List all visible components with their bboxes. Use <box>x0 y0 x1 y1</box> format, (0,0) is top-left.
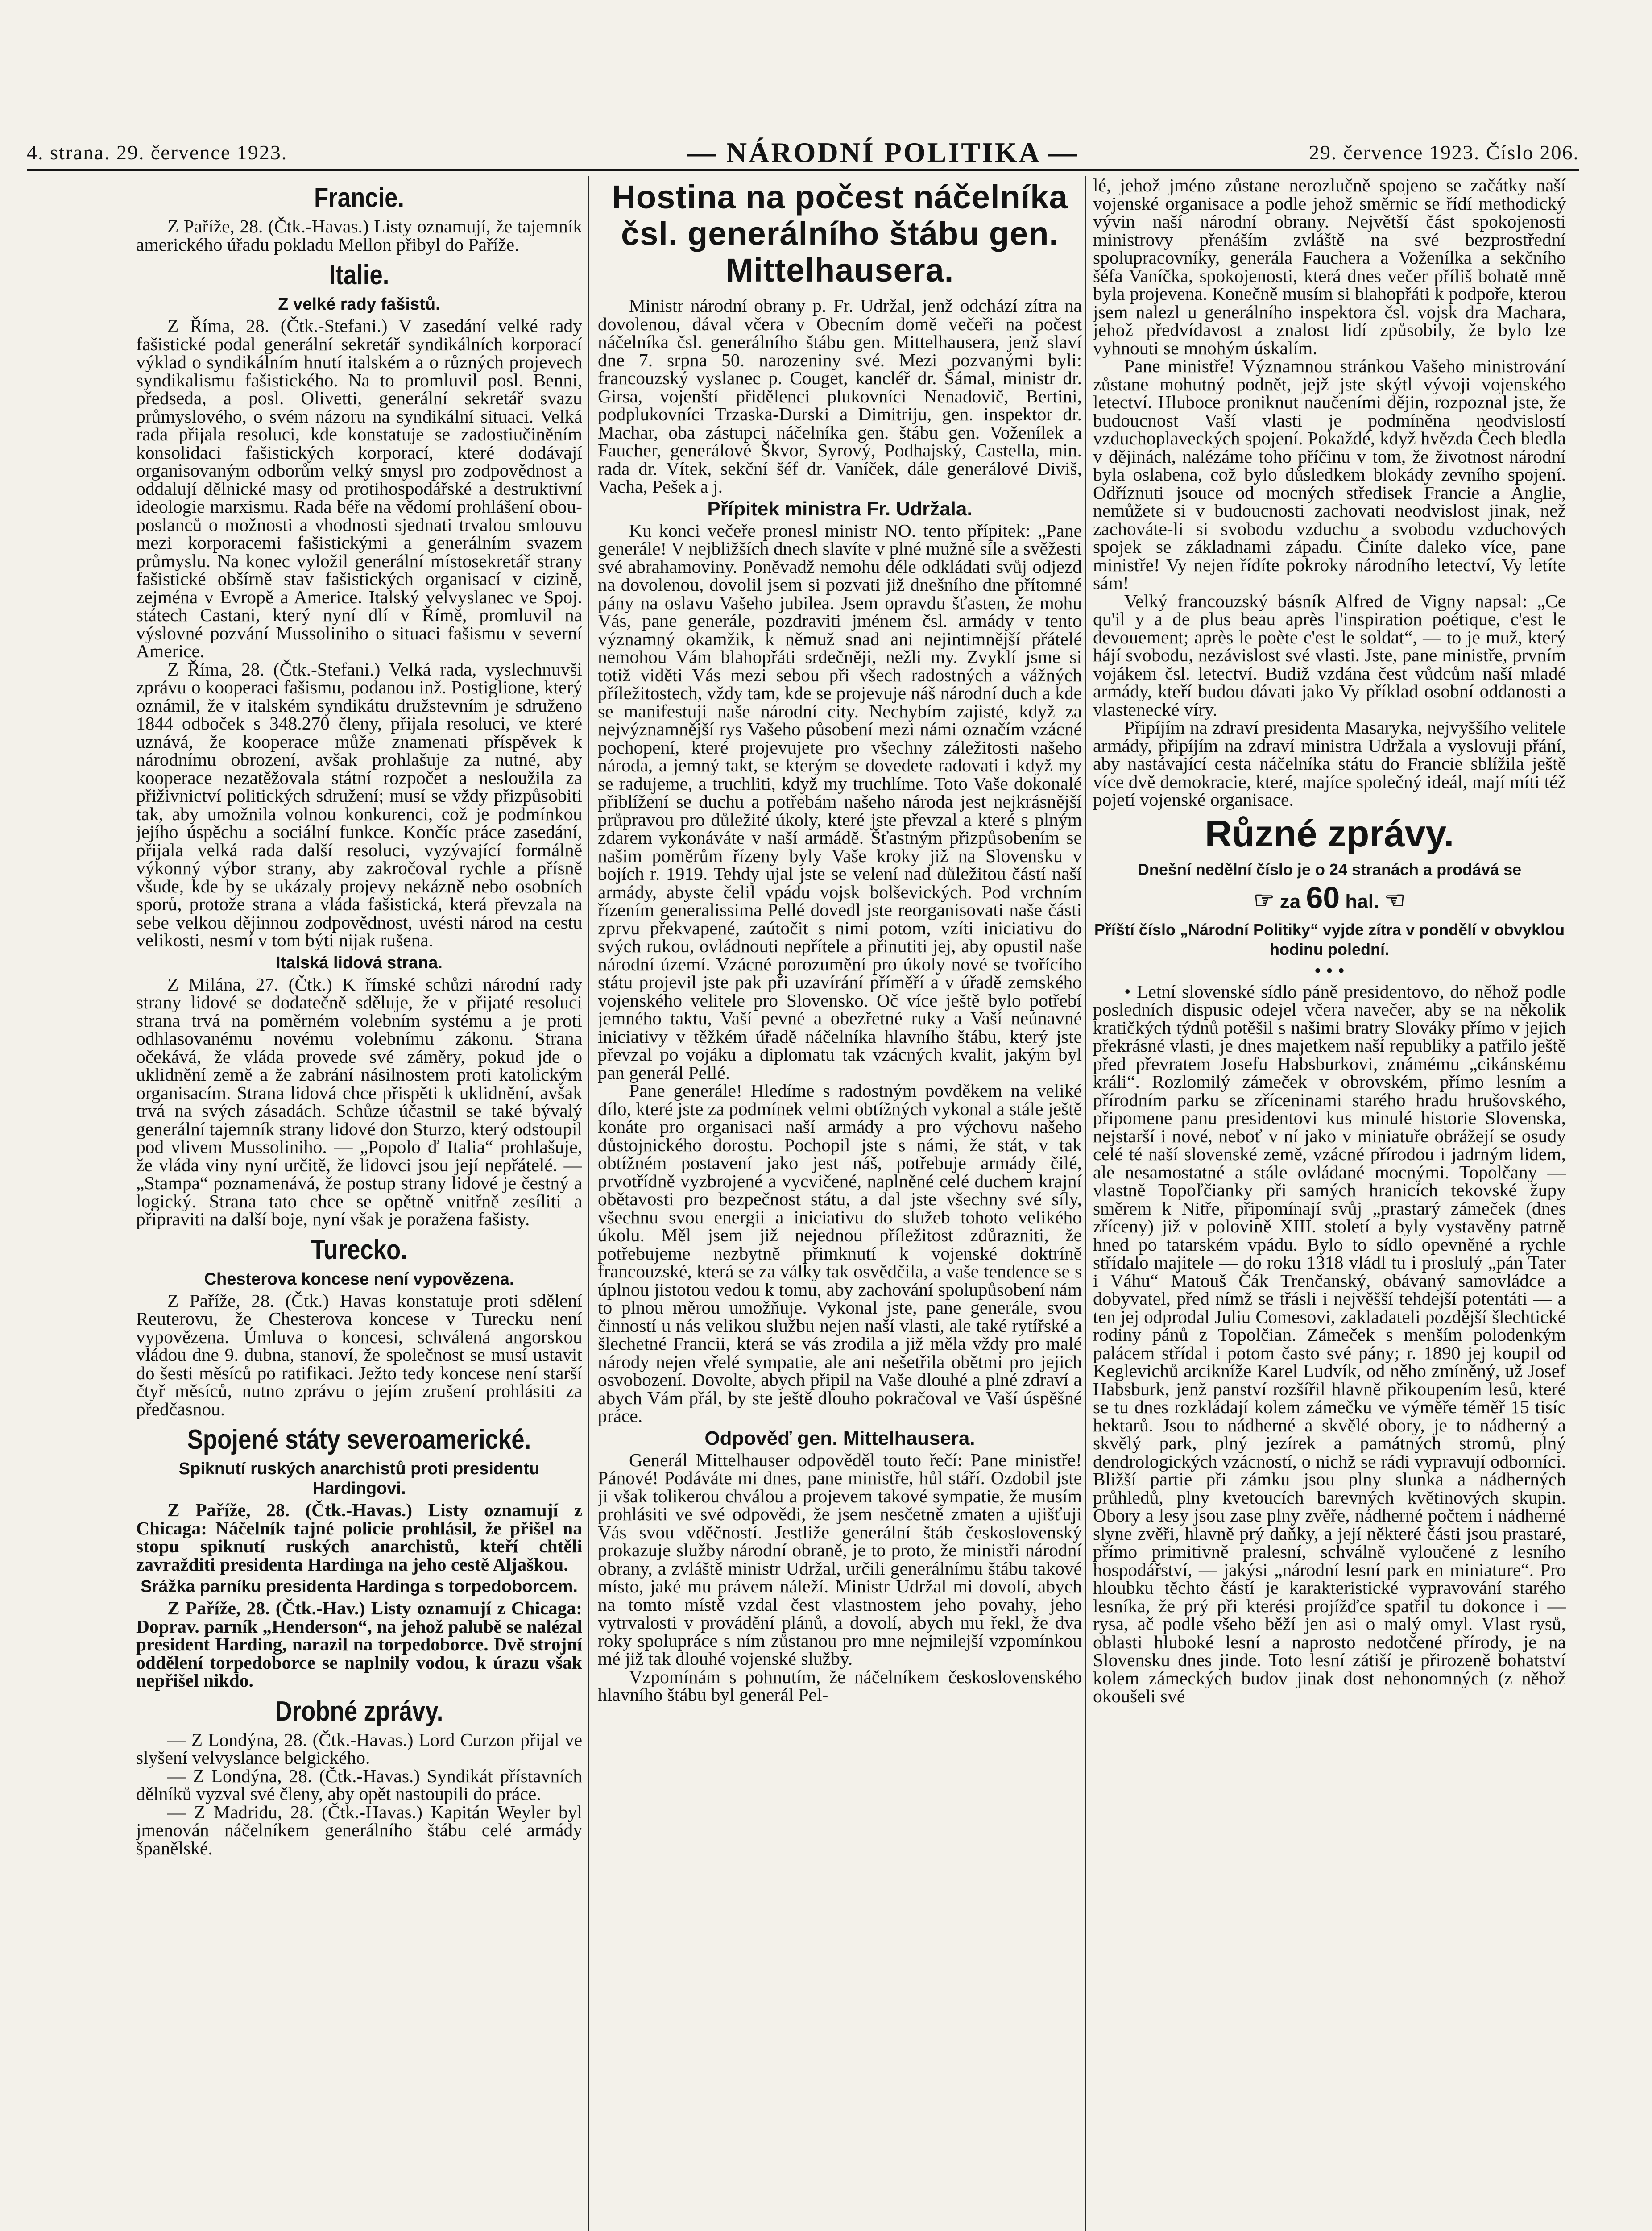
section-heading-usa: Spojené státy severoamerické. <box>187 1424 531 1455</box>
article-paragraph: Z Paříže, 28. (Čtk.-Hav.) Listy oznamují z Chicaga: Doprav. parník „Henderson“, na jehož palubě se nalézal president Harding, narazil na torpedoborce. Dvě strojní oddělení torpedoborce se naplnily vodou, k úrazu však nepřišel nikdo. <box>136 1598 582 1691</box>
separator-dots: • • • <box>1314 959 1345 982</box>
price-prefix: za <box>1279 890 1301 912</box>
article-paragraph: Z Říma, 28. (Čtk.-Stefani.) V zasedání velké rady fašistické podal generální sekretář syndikálních korporací výklad o syndikálním hnutí italském a o různých projevech syndikalismu fašistického. Na to promluvil posl. Benni, předseda, a posl. Olivetti, generální sekretář svazu průmyslového, o svém názoru na syndikální situaci. Velká rada přijala resoluci, kde konstatuje se zadostiučiněním konsolidaci fašistických korporací, které dodávají organisovaným odborům velký smysl pro zodpovědnost a oddalují dělnické masy od protihospodářské a destruktivní ideologie marxismu. Rada béře na vědomí prohlášení obou-poslanců o možnosti a vhodnosti sjednati trvalou smlouvu mezi korporacemi fašistickými a generálním svazem průmyslu. Na konec vyložil generální místosekretář strany fašistické obšírně stav fašistických organisací v cizině, zejména v Evropě a Americe. Italský velvyslanec ve Spoj. státech Castani, který nyní dlí v Římě, promluvil na výslovné pozvání Mussoliniho o situaci fašismu v severní Americe. <box>136 315 582 661</box>
article-paragraph: Velký francouzský básník Alfred de Vigny napsal: „Ce qu'il y a de plus beau après l'inspiration poétique, c'est le devouement; après le poète c'est le soldat“, — to je muž, který hájí svobodu, nezávislost své vlasti. Jste, pane ministře, prvním vojákem čsl. letectví. Budiž vzdána čest vůdcům naší mladé armády, kteří budou dávati jako Vy příklad osobní oddanosti a vlastenecké víry. <box>1093 590 1566 720</box>
subheading: Přípitek ministra Fr. Udržala. <box>707 498 973 520</box>
header-rule <box>27 169 1579 171</box>
column-divider <box>588 176 589 2231</box>
section-heading-misc-news: Různé zprávy. <box>1205 812 1454 854</box>
article-paragraph: Pane generále! Hledíme s radostným povděkem na veliké dílo, které jste za podmínek velmi obtížných vykonal a stále ještě konáte pro organisaci naší armády a pro výchovu našeho důstojnického dorostu. Pochopil jste s námi, že stát, v tak obtížném postavení jako jest náš, potřebuje armády čilé, prvotřídně vyzbrojené a vycvičené, naplněné celé duchem krajní obětavosti pro bezpečnost státu, a dal jste všechny své síly, všechnu svou energii a iniciativu do služeb tohoto velikého úkolu. Měl jsem již nejednou příležitost zdůrazniti, že potřebujeme nezbytně přimknutí k vojenské doktríně francouzské, která se za války tak osvědčila, a vaše tendence se s úplnou jistotou vedou k tomu, aby zachování spolupůsobení nám to plnou měrou umožňuje. Vykonal jste, pane generále, svou činností u nás velikou službu nejen naší vlasti, ale také rytířské a šlechetné Francii, která se vás zrodila a již měla vždy pro malé národy nejen vřelé sympatie, ale ani nešetřila obětmi pro jejich osvobození. Dovolte, abych připil na Vaše dlouhé a plné zdraví a abych Vám přál, by ste ještě dlouho pokračoval ve Vaší úspěšné práce. <box>598 1080 1082 1426</box>
pointing-hand-icon: ☞ <box>1253 887 1275 913</box>
article-paragraph: Připíjím na zdraví presidenta Masaryka, nejvyššího velitele armády, připíjím na zdraví ministra Udržala a vyslovuji přání, aby nastávající cesta náčelníka státu do Francie sblížila ještě více dvě demokracie, které, majíce společný ideál, mají míti též pojetí vojenské organisace. <box>1093 717 1566 810</box>
section-heading-france: Francie. <box>314 182 405 213</box>
article-paragraph: lé, jehož jméno zůstane nerozlučně spojeno se začátky naší vojenské organisace a podle jehož směrnic se řídí methodický vývin naší národní obrany. Největší část spokojenosti ministrovy přenáším zvláště na své bezprostřední spolupracovníky, generála Fauchera a Voženílka a sekčního šéfa Vaníčka, spokojenosti, která dnes večer příliš bohatě mně byla projevena. Konečně musím si blahopřáti k podpoře, kterou jsem nalezl u generálního inspektora čsl. vojsk dra Machara, jehož předvídavost a znalost lidí způsobily, že bylo lze vyhnouti se mnohým úskalím. <box>1093 176 1566 358</box>
article-paragraph: Vzpomínám s pohnutím, že náčelníkem československého hlavního štábu byl generál Pel- <box>598 1666 1082 1705</box>
subheading: Odpověď gen. Mittelhausera. <box>704 1427 975 1449</box>
section-heading-italy: Italie. <box>329 260 389 290</box>
article-paragraph: Ministr národní obrany p. Fr. Udržal, jenž odchází zítra na dovolenou, dával včera v Obecním domě večeři na počest náčelníka čsl. generálního štábu gen. Mittelhausera, jenž slaví dne 7. srpna 50. narozeniny své. Mezi pozvanými byli: francouzský vyslanec p. Couget, kancléř dr. Šámal, ministr dr. Girsa, vojenští přidělenci plukovníci Nenadovič, Bertini, podplukovníci Trzaska-Durski a Dimitriju, gen. inspektor dr. Machar, oba zástupci náčelníka gen. štábu gen. Voženílek a Faucher, generálové Škvor, Syrový, Podhajský, Castella, min. rada dr. Vítek, sekční šéf dr. Vaníček, dále generálové Diviš, Vacha, Pešek a j. <box>598 295 1082 497</box>
price-value: 60 <box>1306 880 1340 915</box>
subheading: Italská lidová strana. <box>276 953 443 972</box>
subheading: Spiknutí ruských anarchistů proti presidentu Hardingovi. <box>178 1460 540 1498</box>
header-page-date: 4. strana. 29. července 1923. <box>27 141 288 164</box>
newspaper-title: — NÁRODNÍ POLITIKA — <box>687 137 1079 168</box>
subheading: Z velké rady fašistů. <box>278 295 440 314</box>
pointing-hand-icon: ☜ <box>1384 887 1406 913</box>
subheading: Chesterova koncese není vypovězena. <box>204 1269 514 1289</box>
article-paragraph: • Letní slovenské sídlo páně presidentovo, do něhož podle posledních dispusic odejel včera navečer, aby se na několik kratičkých týdnů potěšil s našimi bratry Slováky přímo v jejich překrásné vlasti, je dnes majetkem naší republiky a patřilo ještě před převratem Josefu Habsburkovi, známému „cikánskému králi“. Rozlomilý zámeček v obrovském, přímo lesním a přírodním parku se zříceninami starého hradu hrušovského, připomene panu presidentovi kus minulé historie Slovenska, nejstarší i nové, neboť v ní jako v miniatuře obrážejí se osudy celé té naší slovenské země, vzácné přírodou i jadrným lidem, ale nesamostatné a stále ovládané mocnými. Topolčany — vlastně Topoľčianky při samých hranicích tekovské župy směrem k Nitře, připomínají svůj „prastarý zámeček (dnes zříceny) již v polovině XIII. století a byly vystavěny patrně hned po tatarském vpádu. Bylo to sídlo opevněné a rychle střídalo majitele — do roku 1318 vládl tu i proslulý „pán Tater i Váhu“ Matouš Čák Trenčanský, obávaný samovládce a dobyvatel, před nímž se třásli i nejvěšší tehdejší potentáti — a ten jej odprodal Juliu Comesovi, zakladateli pozdější šlechtické rodiny pánů z Topolčian. Zámeček s menším polodenkým palácem střídal i potom často své pány; r. 1890 jej koupil od Keglevichů arcikníže Karel Ludvík, od něho zmíněný, už Josef Habsburk, jenž panství rozšířil hlavně přikoupením lesů, které se tu dnes rozkládají kolem zámečku ve výměře téměř 15 tisíc hektarů. Jsou to nádherné a skvělé obory, je to nádherný a skvělý park, plný jezírek a památných stromů, plný dendrologických vzácností, o nichž se rádi vypravují odborníci. Bližší partie při zámku jsou plny slunka a nádherných průhledů, plny kvetoucích barevných květinových skupin. Obory a lesy jsou zase plny zvěře, nádherné počtem i nádherné slyne zvěři, hlavně prý daňky, a její některé části jsou prastaré, přímo primitivně pralesní, schválně vyloučené z lesního hospodářství, — jakýsi „národní lesní park en miniature“. Pro hloubku těchto částí je karakteristické vypravování starého lesníka, že prý při kterési projížďce spatřil tu dokonce i — rysa, ač podle všeho běží jen asi o malý omyl. Vlast rysů, oblasti hluboké lesní a naprosto nedotčené přírody, je na Slovensku dnes jinde. Toto lesní zátiší je přirozeně bohatství kolem zámeckých budov jinak dost nehonomných (z něhož okoušeli své <box>1093 981 1566 1706</box>
notice-next-issue: Příští číslo „Národní Politiky“ vyjde zítra v pondělí v obvyklou hodinu polední. <box>1094 920 1565 958</box>
article-paragraph: — Z Londýna, 28. (Čtk.-Havas.) Syndikát přístavních dělníků vyzval své členy, aby opět nastoupili do práce. <box>136 1765 582 1804</box>
article-paragraph: Z Říma, 28. (Čtk.-Stefani.) Velká rada, vyslechnuvši zprávu o kooperaci fašismu, podanou inž. Postiglione, který oznámil, že v italském syndikátu družstevním je sdruženo 1844 odboček s 348.270 členy, přijala resoluci, ve které uznává, že kooperace může znamenati příspěvek k národnímu obrození, avšak prohlašuje za nutné, aby kooperace nezatěžovala státní rozpočet a nesloužila za přiživnictví politických sdružení; musí se vždy přizpůsobiti tak, aby umožnila volnou konkurenci, což je podmínkou jejího úspěchu a sociální funkce. Končíc práce zasedání, přijala velká rada další resoluci, vyzývající formálně výkonný výbor strany, aby zakročoval rychle a přísně všude, kde by se ukázaly projevy nekázně nebo osobních sporů, protože strana a vláda fašistická, která převzala na sebe velkou dějinnou zodpovědnost, uvésti národ na cestu velikosti, nesmí v tom býti nijak rušena. <box>136 659 582 950</box>
column-divider <box>1085 176 1086 2231</box>
section-heading-turkey: Turecko. <box>311 1234 407 1265</box>
article-paragraph: — Z Madridu, 28. (Čtk.-Havas.) Kapitán Weyler byl jmenován náčelníkem generálního štábu celé armády španělské. <box>136 1801 582 1858</box>
column-banquet-article <box>598 176 1082 2231</box>
header-issue-number: 29. července 1923. Číslo 206. <box>1308 141 1579 164</box>
article-paragraph: Ku konci večeře pronesl ministr NO. tento přípitek: „Pane generále! V nejbližších dnech slavíte v plné mužné síle a svěžesti své abrahamoviny. Poněvadž nemohu déle odkládati svůj odjezd na dovolenou, dovolil jsem si pozvati již dnešního dne přítomné pány na oslavu Vašeho jubilea. Jsem opravdu šťasten, že mohu Vás, pane generále, pozdraviti jménem čsl. armády v tento významný okamžik, k němuž snad ani nejintimnější přátelé nemohou Vám blahopřáti srdečněji, nežli my. Zvyklí jsme si totiž viděti Vás mezi sebou při všech radostných a vážných příležitostech, vždy tam, kde se projevuje náš národní duch a kde se manifestuji naše národní city. Nechybím zajisté, když za nejvýznamnější rys Vašeho působení mezi námi označím vzácné pochopení, které projevujete pro všechny záležitosti našeho národa, a jemný takt, se kterým se dovedete radovati i když my se radujeme, a truchliti, když my truchlíme. Toto Vaše dokonalé přiblížení se duchu a potřebám našeho národa jest nejkrásnější průpravou pro důležité úkoly, které jste převzal a které s plným zdarem vykonáváte v naší armádě. Šťastným přizpůsobením se našim poměrům řízeny byly Vaše kroky již na Slovensku v bojích r. 1919. Tehdy ujal jste se velení nad důležitou částí naší armády, abyste čelil vpádu vojsk bolševických. Pod vrchním řízením generalissima Pellé dovedl jste reorganisovati naše části zprvu překvapené, zaútočit s nimi potom, vzíti iniciativu do svých rukou, ovládnouti nepřítele a přinutiti jej, aby opustil naše národní území. Vzácné porozumění pro úkoly nové se tvořícího státu projevil jste pak při uzavírání příměří a v úřadě zemského vojenského velitele pro Slovensko. Oč více ještě bylo potřebí jemného taktu, Vaší pevné a obezřetné ruky a Vaší neúnavné iniciativy v těžkém úřadě náčelníka hlavního štábu, který jste převzal po vojáku a diplomatu tak vzácných kvalit, jakým byl pan generál Pellé. <box>598 520 1082 1083</box>
price-unit: hal. <box>1345 890 1379 912</box>
price-line <box>1093 882 1566 917</box>
article-headline: Hostina na počest náčelníka čsl. generálního štábu gen. Mittelhausera. <box>612 178 1068 289</box>
article-paragraph: Pane ministře! Významnou stránkou Vašeho ministrování zůstane mohutný podnět, jejž jste skýtl vývoji vojenského letectví. Hluboce proniknut naučeními dějin, rozpoznal jste, že budoucnost Vaší vlasti je podmíněna neodvislostí vzduchoplaveckých spojení. Pokaždé, když hvězda Čech bledla v dějinách, nalézáme toho příčinu v tom, že životnost národní byla oslabena, což bylo důsledkem blokády zevního spojení. Odříznuti jsouce od mocných středisek Francie a Anglie, nemůžete si v budoucnosti zachovati neodvislost jinak, než zachováte-li si svobodu vzduchu a svobodu vzduchových spojek se základnami západu. Činíte daleko více, pane ministře! Vy nejen řídíte pokroky národního letectví, Vy letíte sám! <box>1093 356 1566 593</box>
article-paragraph: Z Paříže, 28. (Čtk.-Havas.) Listy oznamují, že tajemník amerického úřadu pokladu Mellon přibyl do Paříže. <box>136 216 582 255</box>
page-header <box>27 136 1579 172</box>
column-foreign-news <box>136 176 582 2231</box>
subheading: Srážka parníku presidenta Hardinga s torpedoborcem. <box>141 1577 578 1596</box>
article-paragraph: — Z Londýna, 28. (Čtk.-Havas.) Lord Curzon přijal ve slyšení velvyslance belgického. <box>136 1729 582 1768</box>
article-paragraph: Z Paříže, 28. (Čtk.) Havas konstatuje proti sdělení Reuterovu, že Chesterova koncese v Turecku není vypovězena. Úmluva o koncesi, schválená angorskou vládou dne 9. dubna, stanoví, že společnost se musí ustavit do šesti měsíců po ratifikaci. Ježto tedy koncese není starší čtyř měsíců, nutno zprávu o jejím zrušení prohlásiti za předčasnou. <box>136 1290 582 1419</box>
column-continuation-and-misc <box>1093 176 1566 2231</box>
notice-page-count: Dnešní nedělní číslo je o 24 stranách a prodává se <box>1137 860 1522 879</box>
article-paragraph: Z Milána, 27. (Čtk.) K římské schůzi národní rady strany lidové se dodatečně sděluje, že v přijaté resoluci strana trvá na poměrném volebním systému a je proti odhlasovanému novému volebnímu zákonu. Strana očekává, že vláda provede své záměry, pokud jde o uklidnění země a že zabrání násilnostem proti katolickým organisacím. Strana lidová chce přispěti k uklidnění, avšak trvá na svých zásadách. Schůze účastnil se také bývalý generální tajemník strany lidové don Sturzo, který odstoupil pod vlivem Mussoliniho. — „Popolo ď Italia“ prohlašuje, že vláda viny nyní určitě, že lidovci jsou její nepřátelé. — „Stampa“ poznamenává, že postup strany lidové je čestný a logický. Strana tato chce se opětně vnitřně zesíliti a připraviti na další boje, nyní však je poražena fašisty. <box>136 974 582 1229</box>
article-paragraph: Z Paříže, 28. (Čtk.-Havas.) Listy oznamují z Chicaga: Náčelník tajné policie prohlásil, že přišel na stopu spiknutí ruských anarchistů, kteří chtěli zavražditi presidenta Hardinga na jeho cestě Aljaškou. <box>136 1500 582 1575</box>
section-heading-short-news: Drobné zprávy. <box>275 1696 443 1727</box>
article-paragraph: Generál Mittelhauser odpověděl touto řečí: Pane ministře! Pánové! Podáváte mi dnes, pane ministře, hůl stáří. Ozdobil jste ji však tolikerou chválou a projevem takové sympatie, že musím prohlásiti ve své odpovědi, že jsem nesčetně zmaten a ujišťuji Vás svou vděčností. Jestliže generální štáb československý prokazuje služby národní obraně, je to proto, že ministři národní obrany, a zvláště ministr Udržal, určili generálnímu štábu takové místo, jaké mu právem náleží. Ministr Udržal mi dovolí, abych na tomto místě vzdal čest vlastnostem jeho povahy, jeho vytrvalosti v provádění plánů, a dovolí, abych mu řekl, že dva roky spolupráce s ním zůstanou pro mne nejmilejší vzpomínkou mé již tak dlouhé vojenské služby. <box>598 1449 1082 1669</box>
